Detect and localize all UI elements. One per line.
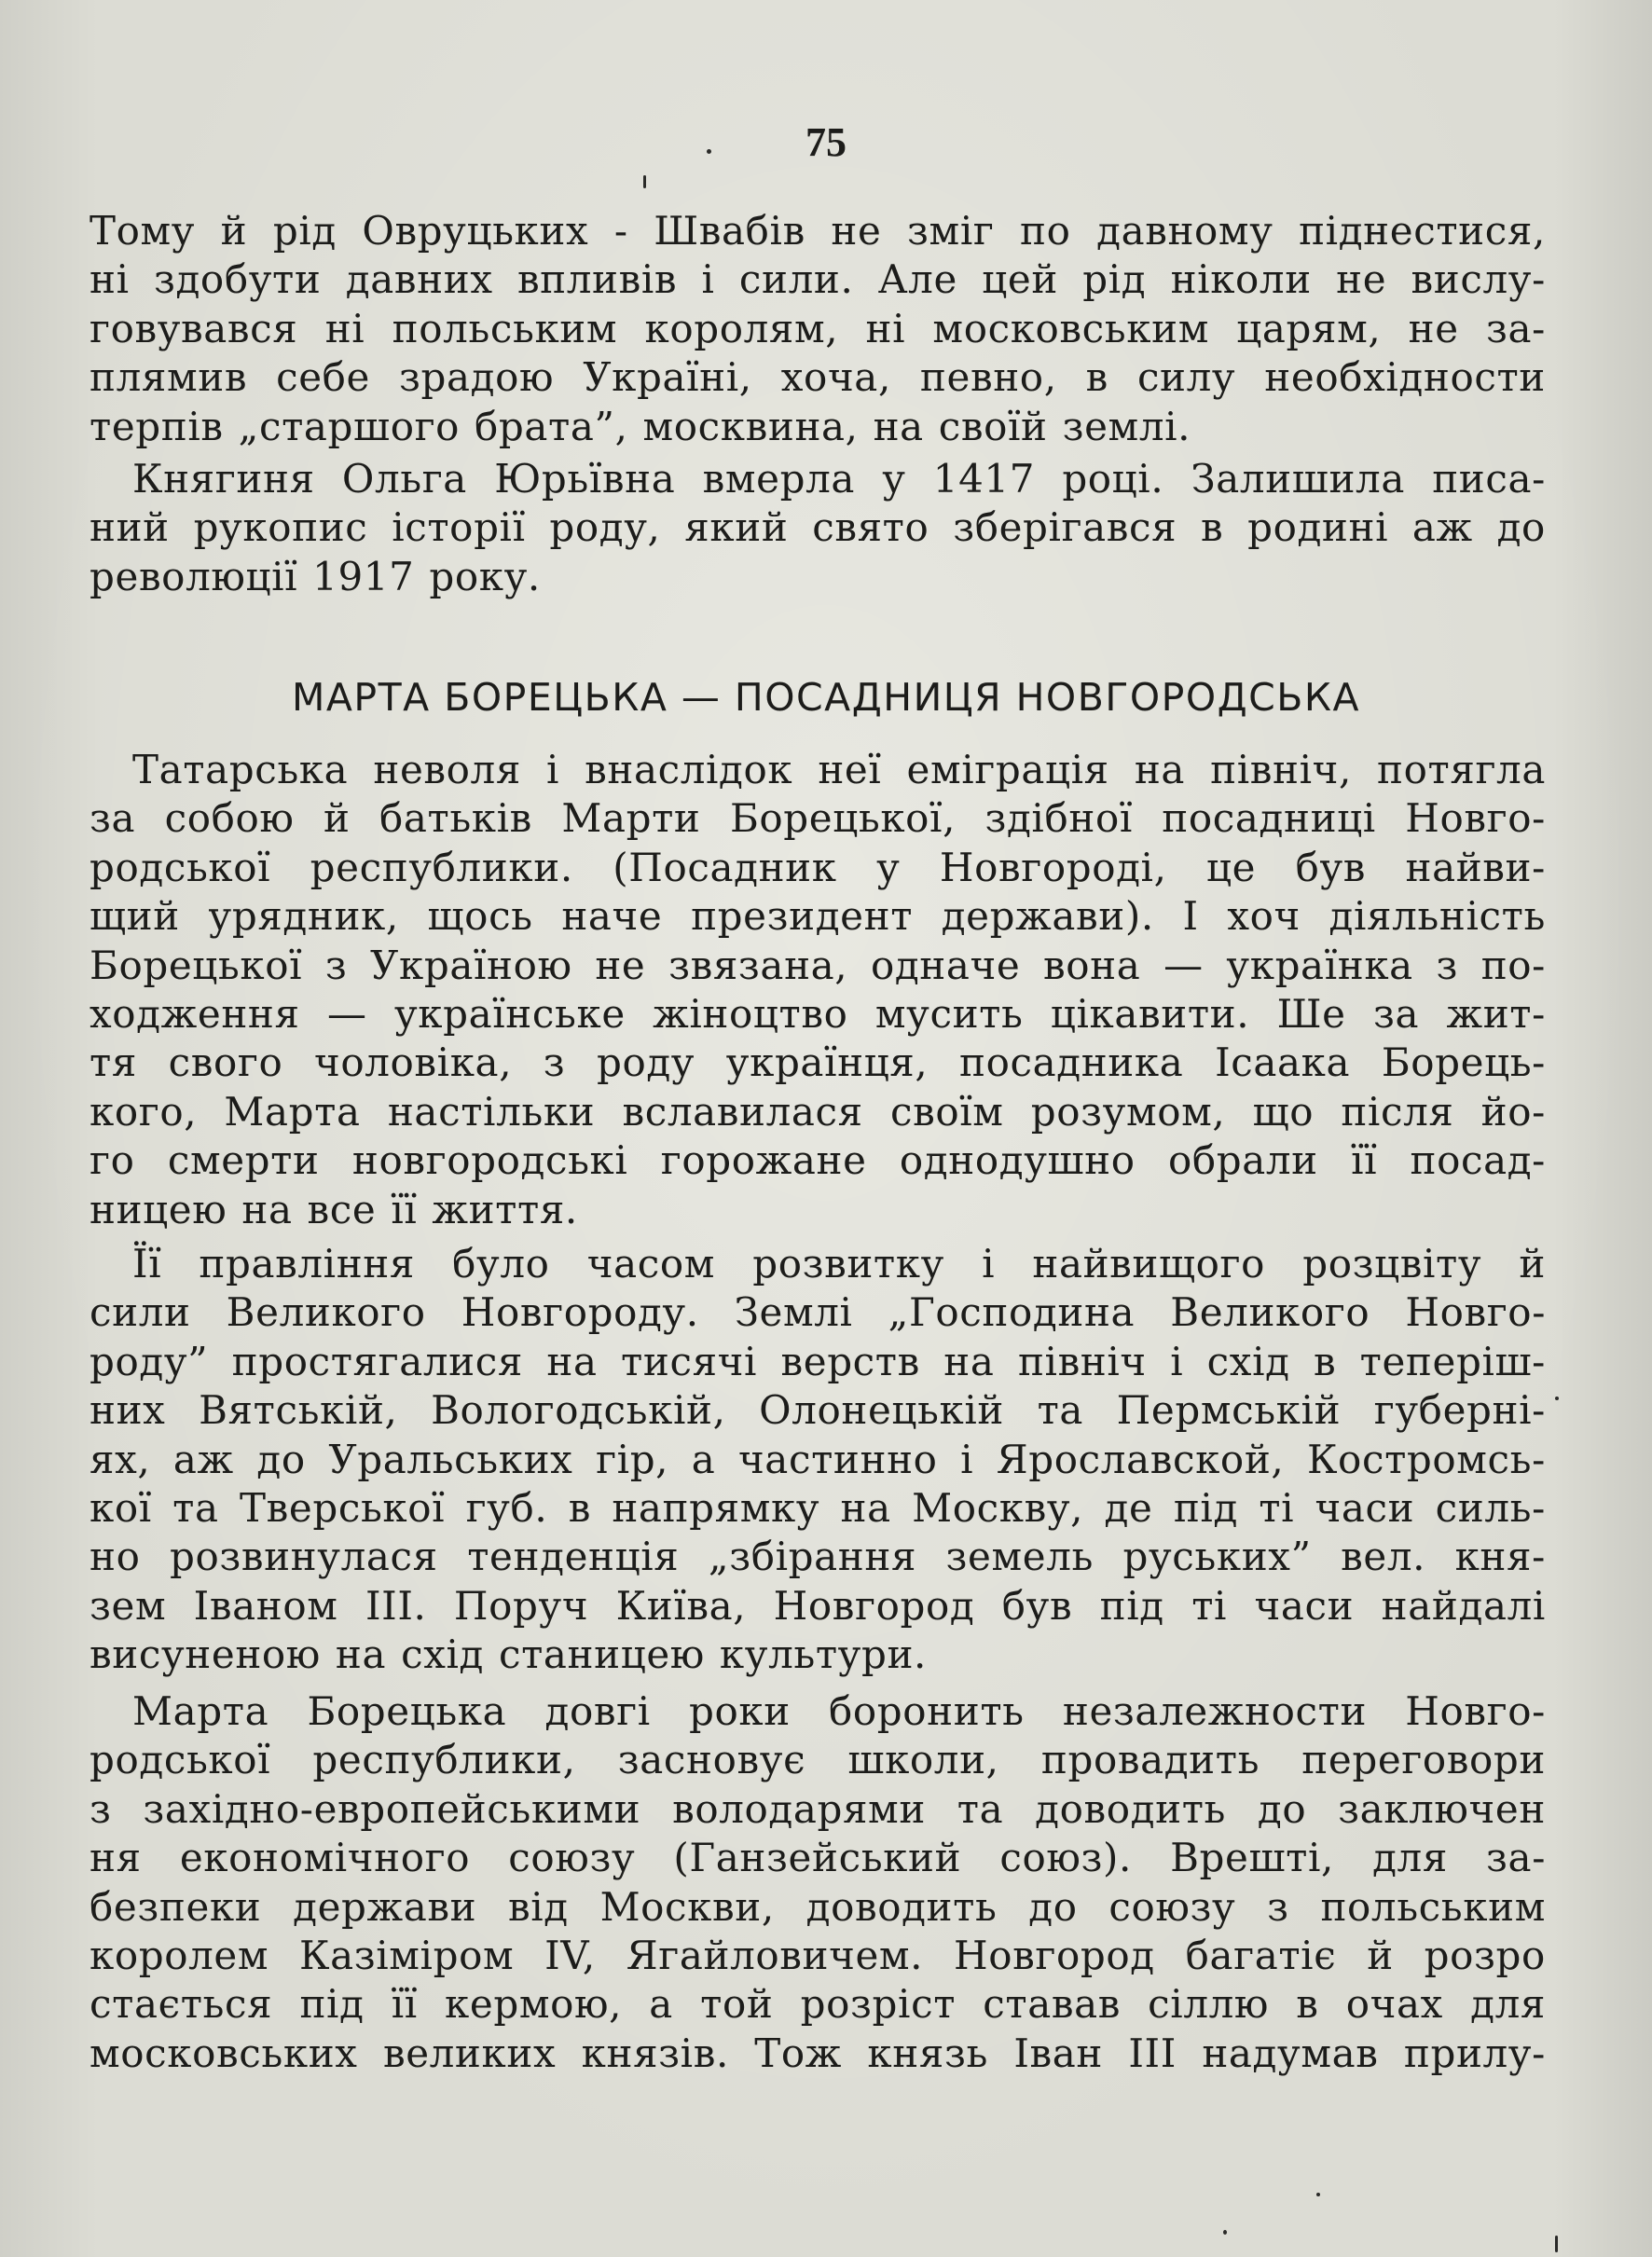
paragraph	[89, 1687, 1546, 2078]
scan-speck	[1555, 1397, 1559, 1400]
scan-speck	[1223, 2230, 1227, 2235]
text-line: тя свого чоловіка, з роду українця, посадника Ісаака Борець-	[89, 1039, 1546, 1086]
paragraph	[89, 207, 1546, 451]
text-line: Борецької з Україною не звязана, одначе вона — українка з по-	[89, 942, 1546, 988]
page-number: 75	[805, 119, 847, 165]
paragraph-olga-yurievna	[89, 455, 1546, 601]
paragraph-ovrutsky-lineage	[89, 207, 1546, 451]
paragraph-tatar-captivity	[89, 746, 1546, 1234]
text-line: ний рукопис історії роду, який свято зберігався в родині аж до	[89, 504, 1546, 551]
text-line: родської республики, засновує школи, провадить переговори	[89, 1737, 1546, 1783]
text-line: ні здобути давних впливів і сили. Але цей рід ніколи не вислу-	[89, 256, 1546, 303]
text-line: плямив себе зрадою Україні, хоча, певно, в силу необхідности	[89, 354, 1546, 401]
scan-speck	[707, 149, 711, 154]
text-line: говувався ні польським королям, ні московським царям, не за-	[89, 305, 1546, 351]
text-line: но розвинулася тенденція „збірання земель руських” вел. кня-	[89, 1534, 1546, 1580]
scan-speck	[643, 175, 646, 188]
text-line: Княгиня Ольга Юрьївна вмерла у 1417 році. Залишила писа-	[132, 456, 1546, 502]
text-line: королем Казіміром IV, Ягайловичем. Новгород багатіє й розро	[89, 1933, 1546, 1979]
text-line: з західно-европейськими володарями та доводить до заключен	[89, 1785, 1546, 1832]
text-line: стається під її кермою, а той розріст ставав сіллю в очах для	[89, 1981, 1546, 2028]
text-line: сили Великого Новгороду. Землі „Господина Великого Новго-	[89, 1289, 1546, 1336]
paragraph	[89, 746, 1546, 1234]
text-line: кого, Марта настільки вславилася своїм розумом, що після йо-	[89, 1088, 1546, 1135]
text-line: го смерти новгородські горожане однодушно обрали її посад-	[89, 1137, 1546, 1184]
text-line: московських великих князів. Тож князь Іван III надумав прилу-	[89, 2030, 1546, 2076]
scan-speck	[1316, 2193, 1320, 2196]
scan-speck	[1555, 2236, 1558, 2252]
paragraph-reign-novgorod	[89, 1240, 1546, 1680]
text-line: за собою й батьків Марти Борецької, здібної посадниці Новго-	[89, 795, 1546, 842]
text-line: родської республики. (Посадник у Новгороді, це був найви-	[89, 844, 1546, 890]
paragraph	[89, 1240, 1546, 1680]
text-line: ницею на все її життя.	[89, 1186, 578, 1232]
text-line: зем Іваном III. Поруч Київа, Новгород був під ті часи найдалі	[89, 1582, 1546, 1629]
text-line: Марта Борецька довгі роки боронить незалежности Новго-	[132, 1688, 1546, 1734]
text-line: Татарська неволя і внаслідок неї еміграція на північ, потягла	[132, 747, 1546, 792]
text-line: ях, аж до Уральських гір, а частинно і Ярославской, Костромсь-	[89, 1436, 1546, 1482]
text-line: Тому й рід Овруцьких - Швабів не зміг по давному піднестися,	[89, 208, 1546, 254]
text-line: Її правління було часом розвитку і найвищого розцвіту й	[132, 1241, 1546, 1287]
text-line: роду” простягалися на тисячі верств на північ і схід в теперіш-	[89, 1338, 1546, 1384]
text-line: революції 1917 року.	[89, 553, 541, 599]
text-line: висуненою на схід станицею культури.	[89, 1631, 928, 1678]
text-line: щий урядник, щось наче президент держави). І хоч діяльність	[89, 893, 1546, 940]
section-heading: МАРТА БОРЕЦЬКА — ПОСАДНИЦЯ НОВГОРОДСЬКА	[291, 675, 1361, 720]
text-line: безпеки держави від Москви, доводить до союзу з польським	[89, 1883, 1546, 1930]
paragraph	[89, 455, 1546, 601]
text-line: них Вятській, Вологодській, Олонецькій та Пермській губерні-	[89, 1387, 1546, 1434]
text-line: кої та Тверської губ. в напрямку на Москву, де під ті часи силь-	[89, 1485, 1546, 1532]
text-line: ходження — українське жіноцтво мусить цікавити. Ше за жит-	[89, 991, 1546, 1038]
text-line: терпів „старшого брата”, москвина, на своїй землі.	[89, 403, 1191, 449]
text-line: ня економічного союзу (Ганзейський союз). Врешті, для за-	[89, 1835, 1546, 1881]
paragraph-marta-defends	[89, 1687, 1546, 2078]
